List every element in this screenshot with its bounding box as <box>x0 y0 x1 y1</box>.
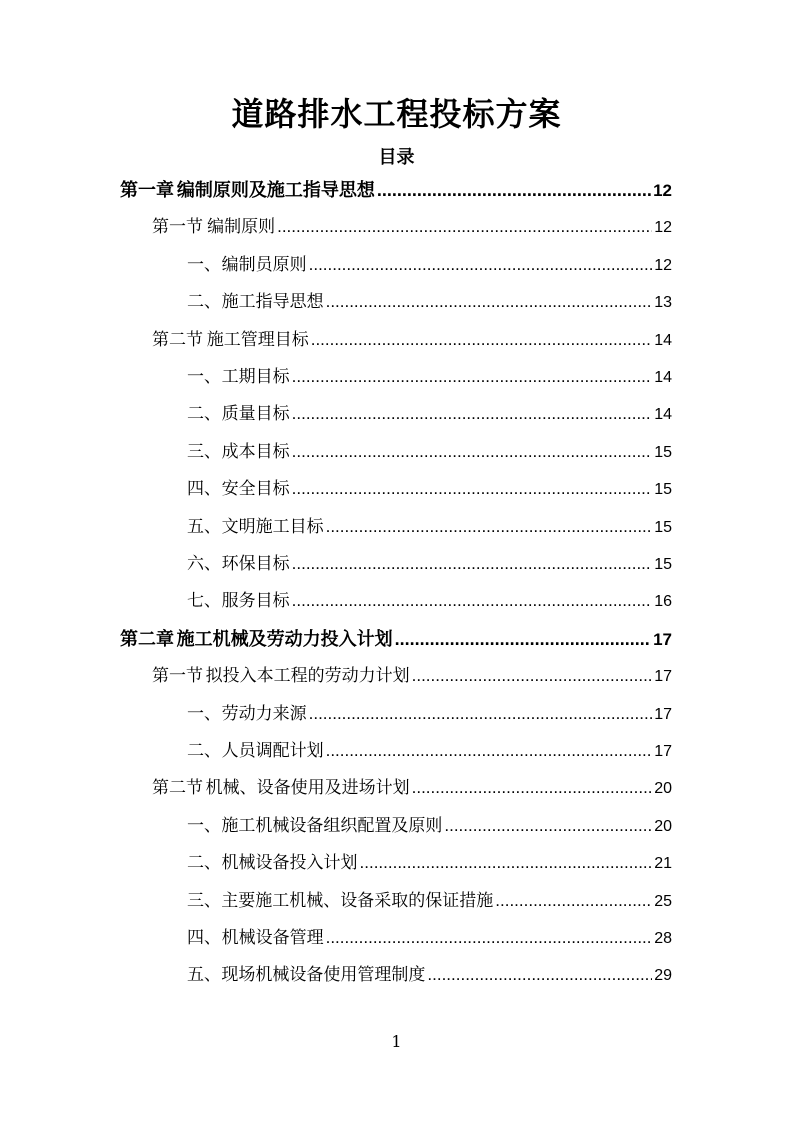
toc-page-number: 12 <box>654 256 672 274</box>
toc-subsection-entry[interactable] <box>187 699 672 729</box>
toc-subsection-entry[interactable] <box>187 362 672 392</box>
toc-subsection-entry[interactable] <box>187 512 672 542</box>
toc-subsection-entry[interactable] <box>187 250 672 280</box>
toc-page-number: 15 <box>654 481 672 499</box>
toc-page-number: 16 <box>654 593 672 611</box>
toc-entry-text: 机械设备管理 <box>221 928 324 948</box>
toc-entry-text: 编制员原则 <box>221 254 307 275</box>
toc-entry-text: 质量目标 <box>221 404 290 425</box>
page-number: 1 <box>391 1032 402 1051</box>
toc-entry-label: 第二章 <box>120 628 174 650</box>
toc-dot-leader <box>495 886 652 916</box>
toc-dot-leader <box>395 624 651 654</box>
toc-entry-label: 一、 <box>187 703 221 724</box>
toc-subsection-entry[interactable] <box>187 923 672 953</box>
toc-entry-label: 一、 <box>187 815 221 836</box>
toc-entry-label: 三、 <box>187 441 221 462</box>
toc-entry-label: 五、 <box>187 516 221 537</box>
toc-heading: 目录 <box>378 147 415 168</box>
toc-entry-label: 四、 <box>187 928 221 948</box>
toc-subsection-entry[interactable] <box>187 586 672 616</box>
toc-dot-leader <box>292 437 653 467</box>
toc-page-number: 17 <box>654 743 672 760</box>
toc-entry-text: 人员调配计划 <box>221 741 324 761</box>
toc-entry-label: 五、 <box>187 965 221 986</box>
toc-entry-label: 六、 <box>187 554 221 574</box>
toc-entry-text: 施工管理目标 <box>206 329 309 350</box>
toc-entry-label: 第一节 <box>152 217 203 238</box>
toc-dot-leader <box>292 549 653 579</box>
toc-subsection-entry[interactable] <box>187 886 672 916</box>
toc-chapter-entry[interactable] <box>120 175 672 205</box>
toc-dot-leader <box>412 661 653 691</box>
toc-entry-text: 劳动力来源 <box>221 703 307 724</box>
toc-section-entry[interactable] <box>152 773 672 803</box>
toc-chapter-entry[interactable] <box>120 624 672 654</box>
toc-page-number: 15 <box>654 518 672 536</box>
toc-dot-leader <box>309 699 653 729</box>
toc-dot-leader <box>412 773 653 803</box>
toc-page-number: 28 <box>654 930 672 947</box>
toc-subsection-entry[interactable] <box>187 960 672 990</box>
toc-page-number: 14 <box>654 369 672 386</box>
toc-page-number: 17 <box>654 668 672 686</box>
toc-entry-text: 主要施工机械、设备采取的保证措施 <box>221 890 494 911</box>
toc-dot-leader <box>311 325 652 355</box>
toc-dot-leader <box>292 586 653 616</box>
toc-subsection-entry[interactable] <box>187 736 672 766</box>
toc-entry-text: 工期目标 <box>221 367 290 387</box>
toc-entry-text: 安全目标 <box>221 479 290 500</box>
toc-entry-text: 编制原则 <box>207 217 276 238</box>
toc-subsection-entry[interactable] <box>187 399 672 429</box>
toc-page-number: 17 <box>654 705 672 723</box>
toc-subsection-entry[interactable] <box>187 437 672 467</box>
toc-entry-text: 服务目标 <box>221 591 290 612</box>
toc-entry-text: 现场机械设备使用管理制度 <box>221 965 426 986</box>
toc-dot-leader <box>292 399 653 429</box>
toc-dot-leader <box>360 848 653 878</box>
toc-entry-label: 一、 <box>187 367 221 387</box>
toc-dot-leader <box>326 287 653 317</box>
toc-entry-label: 三、 <box>187 890 221 911</box>
toc-entry-text: 施工指导思想 <box>221 292 324 313</box>
toc-page-number: 13 <box>654 294 672 312</box>
toc-entry-label: 第一章 <box>120 180 174 201</box>
toc-dot-leader <box>427 960 652 990</box>
toc-entry-text: 文明施工目标 <box>221 516 324 537</box>
toc-dot-leader <box>326 512 653 542</box>
toc-entry-text: 机械、设备使用及进场计划 <box>205 778 410 799</box>
toc-entry-label: 七、 <box>187 591 221 612</box>
toc-entry-label: 第二节 <box>152 329 203 350</box>
toc-dot-leader <box>377 175 651 205</box>
toc-page-number: 20 <box>654 780 672 798</box>
toc-entry-label: 第二节 <box>152 778 203 799</box>
toc-page-number: 12 <box>653 181 672 200</box>
toc-dot-leader <box>326 923 653 953</box>
toc-entry-label: 第一节 <box>152 666 203 687</box>
toc-dot-leader <box>309 250 653 280</box>
toc-section-entry[interactable] <box>152 212 672 242</box>
toc-section-entry[interactable] <box>152 661 672 691</box>
toc-entry-label: 四、 <box>187 479 221 500</box>
toc-entry-label: 二、 <box>187 404 221 425</box>
toc-page-number: 15 <box>654 443 672 461</box>
toc-entry-label: 二、 <box>187 292 221 313</box>
toc-page-number: 25 <box>654 892 672 910</box>
toc-subsection-entry[interactable] <box>187 848 672 878</box>
toc-entry-text: 拟投入本工程的劳动力计划 <box>205 666 410 687</box>
toc-subsection-entry[interactable] <box>187 287 672 317</box>
toc-page-number: 21 <box>654 855 672 873</box>
toc-dot-leader <box>444 811 652 841</box>
toc-entry-text: 机械设备投入计划 <box>221 853 358 874</box>
toc-entry-text: 环保目标 <box>221 554 290 574</box>
toc-page-number: 29 <box>654 967 672 985</box>
toc-entry-label: 二、 <box>187 853 221 874</box>
toc-page-number: 15 <box>654 556 672 573</box>
toc-subsection-entry[interactable] <box>187 549 672 579</box>
toc-dot-leader <box>292 474 653 504</box>
toc-section-entry[interactable] <box>152 325 672 355</box>
toc-entry-label: 二、 <box>187 741 221 761</box>
toc-entry-text: 施工机械及劳动力投入计划 <box>176 628 393 650</box>
document-title: 道路排水工程投标方案 <box>231 95 562 133</box>
toc-subsection-entry[interactable] <box>187 811 672 841</box>
toc-subsection-entry[interactable] <box>187 474 672 504</box>
toc-entry-text: 施工机械设备组织配置及原则 <box>221 815 443 836</box>
toc-entry-text: 编制原则及施工指导思想 <box>176 180 375 201</box>
toc-dot-leader <box>277 212 652 242</box>
toc-dot-leader <box>292 362 653 392</box>
toc-entry-label: 一、 <box>187 254 221 275</box>
toc-page-number: 20 <box>654 817 672 835</box>
toc-page-number: 17 <box>653 629 672 649</box>
toc-page-number: 12 <box>654 219 672 237</box>
toc-page-number: 14 <box>654 331 672 349</box>
toc-entry-text: 成本目标 <box>221 441 290 462</box>
toc-dot-leader <box>326 736 653 766</box>
toc-page-number: 14 <box>654 406 672 424</box>
